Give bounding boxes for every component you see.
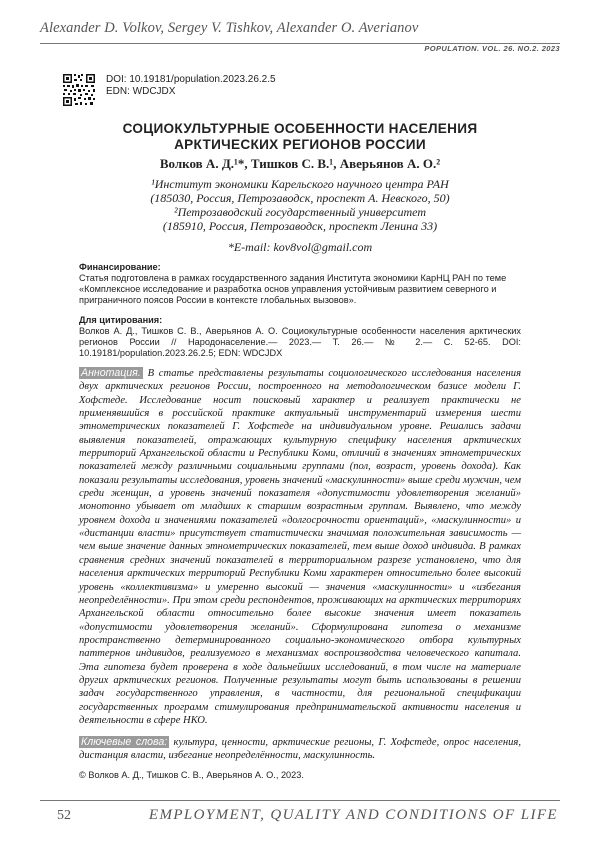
article-title-line-1: СОЦИОКУЛЬТУРНЫЕ ОСОБЕННОСТИ НАСЕЛЕНИЯ [122, 121, 478, 136]
article-title [40, 121, 560, 153]
abstract-label: Аннотация. [81, 367, 141, 379]
running-header-journal: POPULATION. VOL. 26. NO.2. 2023 [424, 44, 560, 53]
abstract-text: В статье представлены результаты социологического исследования населения двух арктических регионов России, построенного на методологическом базисе модели Г. Хофстеде. Исследование носит поисковый характер и реализует практически не применявшийся в российской практике актуальный инструментарий измерения шести этнометрических показателей Г. Хофстеде на индивидуальном уровне. Решались задачи выявления показателей, отражающих культурную специфику населения арктических территорий Архангельской области и Республики Коми, отличий в значениях этнометрических показателей между различными социальными группами (пол, возраст, уровень дохода). Как показали результаты исследования, уровень значений «маскулинности» выше среди мужчин, чем среди женщин, а уровень значений показателя «допустимости удовлетворения желаний» монотонно убывает от младших к старшим возрастным группам. Выявлено, что между уровнем дохода и значениями показателей «долгосрочности ориентаций», «маскулинности» и «дистанции власти» присутствует статистически значимая положительная зависимость — чем выше значение данных этнометрических показателей, тем выше доход индивида. В рамках сравнения средних значений показателей в территориальном разрезе установлено, что для населения арктических территорий Республики Коми характерен относительно более высокий уровень «коллективизма» и умеренно высокий — значения «маскулинности» и «избегания неопределённости». При этом среди респондентов, проживающих на арктических территориях Архангельской области относительно более высокие значения имеет показатель «допустимости удовлетворения желаний». Сформулирована гипотеза о механизме пространственно детерминированного социально-экономического отбора культурных паттернов индивидов, реализуемого в механизмах воспроизводства человеческого капитала. Эта гипотеза будет проверена в ходе дальнейших исследований, в том числе на материале других арктических регионов. Полученные результаты могут быть использованы в решении задач государственного управления, в частности, для региональной спецификации государственных программ стимулирования предпринимательской активности населения и деятельности в сфере НКО. [79, 368, 521, 726]
corresponding-email[interactable]: *E-mail: kov8vol@gmail.com [227, 240, 373, 254]
article-title-line-2: АРКТИЧЕСКИХ РЕГИОНОВ РОССИИ [174, 137, 426, 152]
citation-heading: Для цитирования: [79, 315, 163, 325]
footer-divider [40, 800, 560, 801]
doi-link[interactable]: DOI: 10.19181/population.2023.26.2.5 [106, 74, 276, 85]
affiliation-2-address: (185910, Россия, Петрозаводск, проспект Ленина 33) [162, 219, 438, 233]
citation-section [79, 315, 521, 359]
qr-code-icon [62, 73, 96, 107]
keywords-text: культура, ценности, арктические регионы, Г. Хофстеде, опрос населения, дистанция власти, избегание неопределённости, маскулинность. [79, 737, 521, 762]
affiliations [40, 177, 560, 233]
article-authors: Волков А. Д.¹*, Тишков С. В.¹, Аверьянов А. О.² [159, 156, 441, 171]
article-identifiers [106, 74, 276, 98]
running-header [40, 18, 560, 53]
header-divider [40, 43, 560, 44]
copyright-notice: © Волков А. Д., Тишков С. В., Аверьянов А. О., 2023. [79, 770, 304, 780]
affiliation-1-name: ¹Институт экономики Карельского научного центра РАН [151, 177, 449, 191]
abstract-section [79, 367, 521, 727]
footer-journal-title: EMPLOYMENT, QUALITY AND CONDITIONS OF LIFE [148, 807, 558, 823]
funding-heading: Финансирование: [79, 262, 161, 272]
citation-text: Волков А. Д., Тишков С. В., Аверьянов А. О. Социокультурные особенности населения арктических регионов России // Народонаселение.— 2023.— Т. 26.— № 2.— С. 52-65. DOI: 10.19181/population.2023.26.2.5; EDN: WDCJDX [79, 326, 521, 358]
running-header-authors: Alexander D. Volkov, Sergey V. Tishkov, Alexander O. Averianov [40, 20, 419, 36]
keywords-label: Ключевые слова: [81, 736, 168, 748]
funding-text: Статья подготовлена в рамках государственного задания Института экономики КарНЦ РАН по теме «Комплексное исследование и разработка основ управления устойчивым развитием северного и приграничного поясов России в контексте глобальных вызовов». [79, 273, 507, 305]
funding-section [79, 262, 521, 306]
edn-code: EDN: WDCJDX [106, 86, 176, 97]
affiliation-2-name: ²Петрозаводский государственный университет [173, 205, 426, 219]
keywords-section [79, 736, 521, 763]
page-number: 52 [57, 808, 71, 823]
affiliation-1-address: (185030, Россия, Петрозаводск, проспект А. Невского, 50) [150, 191, 450, 205]
